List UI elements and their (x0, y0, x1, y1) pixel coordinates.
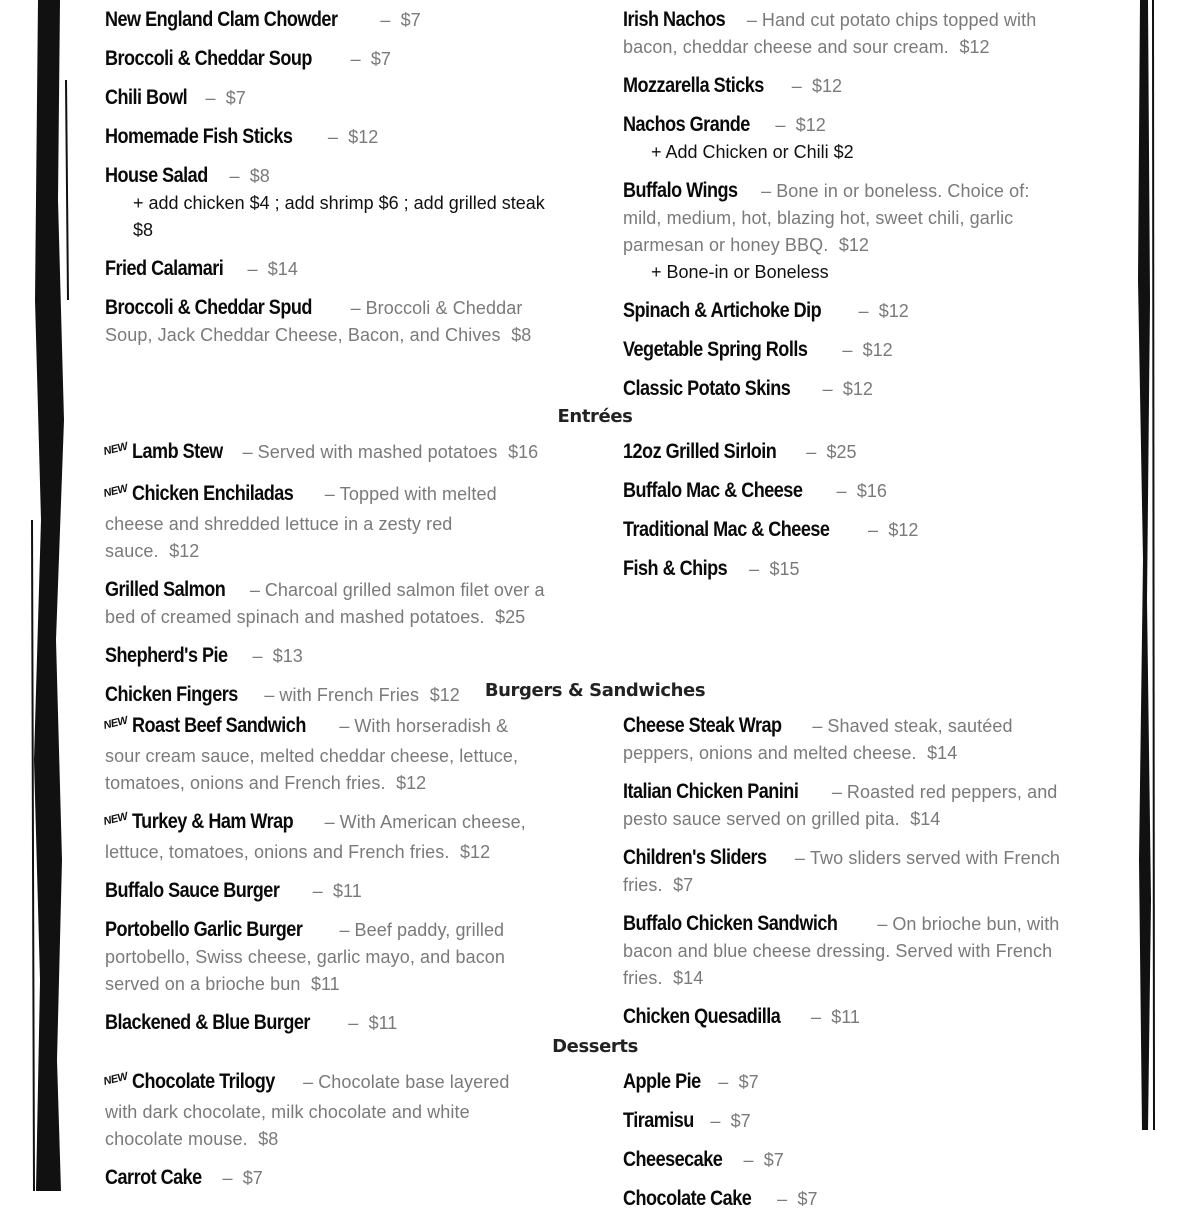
menu-item (623, 72, 1063, 100)
menu-item (623, 438, 1063, 466)
menu-item-description: Served with mashed potatoes (257, 442, 498, 462)
menu-item (623, 375, 1063, 403)
menu-item-description: Topped with melted cheese and shredded lettuce in a zesty red sauce. (105, 484, 497, 561)
menu-item-name: New England Clam Chowder (105, 8, 338, 31)
menu-item-price: $25 (826, 442, 857, 462)
menu-item-price: $16 (508, 442, 539, 462)
menu-item (623, 910, 1063, 992)
burgers-heading: Burgers & Sandwiches (484, 680, 706, 701)
menu-item-description: Broccoli & Cheddar Soup, Jack Cheddar Cheese, Bacon, and Chives (105, 298, 523, 345)
desserts-column-left (102, 1068, 545, 1203)
menu-item-name: Roast Beef Sandwich (132, 714, 307, 737)
menu-item-name: Vegetable Spring Rolls (623, 338, 808, 361)
menu-item-name: Broccoli & Cheddar Spud (105, 296, 312, 319)
menu-item-name: Mozzarella Sticks (623, 74, 764, 97)
separator-dash: – (247, 646, 268, 666)
menu-item (105, 255, 545, 283)
menu-item-name: Fried Calamari (105, 257, 224, 280)
menu-item (105, 1164, 545, 1192)
separator-dash: – (817, 379, 838, 399)
menu-item (623, 6, 1063, 61)
menu-item (623, 177, 1063, 286)
new-badge: NEW (102, 810, 129, 828)
menu-item-name: 12oz Grilled Sirloin (623, 440, 777, 463)
new-badge: NEW (102, 440, 129, 458)
separator-dash: – (343, 1013, 364, 1033)
menu-item-price: $12 (959, 37, 990, 57)
menu-item-name: Italian Chicken Panini (623, 780, 799, 803)
separator-dash: – (826, 782, 847, 802)
menu-item-description: Roasted red peppers, and pesto sauce served on grilled pita. (623, 782, 1058, 829)
menu-item-description: With horseradish & sour cream sauce, melted cheddar cheese, lettuce, tomatoes, onions and French fries. (105, 716, 519, 793)
menu-item-price: $11 (333, 881, 362, 901)
menu-item-name: Turkey & Ham Wrap (132, 810, 294, 833)
menu-item (102, 712, 545, 797)
menu-item-price: $12 (862, 340, 893, 360)
menu-item-name: Buffalo Mac & Cheese (623, 479, 803, 502)
menu-item-price: $14 (927, 743, 958, 763)
apps-column-right (623, 6, 1063, 414)
menu-item-name: Blackened & Blue Burger (105, 1011, 310, 1034)
menu-item (105, 642, 545, 670)
menu-item (105, 1009, 545, 1037)
menu-item-description: Two sliders served with French fries. (623, 848, 1061, 895)
menu-item-price: $12 (169, 541, 200, 561)
menu-item-name: Classic Potato Skins (623, 377, 791, 400)
menu-item-name: Shepherd's Pie (105, 644, 228, 667)
menu-item-name: Irish Nachos (623, 8, 726, 31)
menu-item-price: $12 (460, 842, 491, 862)
separator-dash: – (322, 127, 343, 147)
separator-dash: – (756, 181, 777, 201)
separator-dash: – (224, 166, 245, 186)
menu-item (623, 1068, 1063, 1096)
desserts-column-right (623, 1068, 1063, 1224)
menu-item-price: $7 (763, 1150, 784, 1170)
new-badge: NEW (102, 482, 129, 500)
separator-dash: – (744, 559, 765, 579)
new-badge: NEW (102, 1070, 129, 1088)
menu-item-name: Homemade Fish Sticks (105, 125, 293, 148)
menu-item (623, 516, 1063, 544)
menu-item-addon: + add chicken $4 ; add shrimp $6 ; add grilled steak $8 (133, 193, 545, 240)
menu-item (105, 45, 545, 73)
menu-item (623, 1003, 1063, 1031)
menu-item (623, 111, 1063, 166)
menu-item-name: Chicken Enchiladas (132, 482, 294, 505)
menu-item-price: $15 (769, 559, 800, 579)
menu-item (623, 1185, 1063, 1213)
menu-item-price: $12 (396, 773, 427, 793)
entrees-heading: Entrées (557, 406, 633, 427)
menu-item-description: Shaved steak, sautéed peppers, onions and melted cheese. (623, 716, 1013, 763)
menu-item (623, 844, 1063, 899)
separator-dash: – (345, 49, 366, 69)
menu-item-name: Carrot Cake (105, 1166, 202, 1189)
menu-item-price: $7 (797, 1189, 818, 1209)
menu-item-price: $8 (249, 166, 270, 186)
menu-item-name: Apple Pie (623, 1070, 701, 1093)
menu-item-price: $12 (348, 127, 379, 147)
menu-item-price: $11 (368, 1013, 398, 1033)
menu-item-description: Bone in or boneless. Choice of: mild, medium, hot, blazing hot, sweet chili, garlic parmesan or honey BBQ. (623, 181, 1030, 255)
menu-item (623, 712, 1063, 767)
menu-item-name: Children's Sliders (623, 846, 767, 869)
separator-dash: – (741, 10, 762, 30)
menu-item-price: $7 (738, 1072, 759, 1092)
menu-item-description: Beef paddy, grilled portobello, Swiss cheese, garlic mayo, and bacon served on a brioche bun (105, 920, 506, 994)
separator-dash: – (345, 298, 366, 318)
menu-item-name: Traditional Mac & Cheese (623, 518, 830, 541)
separator-dash: – (334, 716, 355, 736)
menu-item-name: Broccoli & Cheddar Soup (105, 47, 312, 70)
menu-item-name: Portobello Garlic Burger (105, 918, 303, 941)
menu-item-price: $12 (812, 76, 843, 96)
separator-dash: – (831, 481, 852, 501)
menu-item-price: $12 (838, 235, 869, 255)
menu-item-price: $12 (878, 301, 909, 321)
separator-dash: – (319, 812, 340, 832)
separator-dash: – (242, 259, 263, 279)
separator-dash: – (805, 1007, 826, 1027)
menu-item-price: $12 (842, 379, 873, 399)
separator-dash: – (237, 442, 258, 462)
separator-dash: – (298, 1072, 319, 1092)
menu-item-name: Fish & Chips (623, 557, 728, 580)
menu-item-description: On brioche bun, with bacon and blue cheese dressing. Served with French fries. (623, 914, 1060, 988)
menu-item-name: House Salad (105, 164, 208, 187)
menu-item-price: $7 (730, 1111, 751, 1131)
menu-item-name: Chocolate Trilogy (132, 1070, 275, 1093)
separator-dash: – (259, 685, 280, 705)
entrees-column-left (102, 438, 545, 720)
separator-dash: – (713, 1072, 734, 1092)
menu-item-name: Cheesecake (623, 1148, 723, 1171)
menu-item (105, 6, 545, 34)
menu-item (105, 123, 545, 151)
separator-dash: – (770, 115, 791, 135)
menu-item-name: Grilled Salmon (105, 578, 226, 601)
menu-item-price: $14 (910, 809, 941, 829)
menu-item-description: Hand cut potato chips topped with bacon, cheddar cheese and sour cream. (623, 10, 1037, 57)
separator-dash: – (807, 716, 828, 736)
separator-dash: – (705, 1111, 726, 1131)
menu-item-price: $16 (856, 481, 887, 501)
menu-item-name: Cheese Steak Wrap (623, 714, 782, 737)
menu-item-name: Chicken Quesadilla (623, 1005, 781, 1028)
new-badge: NEW (102, 714, 129, 732)
separator-dash: – (334, 920, 355, 940)
menu-item-price: $7 (225, 88, 246, 108)
menu-item-price: $7 (242, 1168, 263, 1188)
menu-item-price: $11 (311, 974, 340, 994)
separator-dash: – (786, 76, 807, 96)
menu-item (623, 1146, 1063, 1174)
menu-item-price: $8 (258, 1129, 279, 1149)
menu-item-name: Buffalo Chicken Sandwich (623, 912, 838, 935)
menu-item-price: $14 (267, 259, 298, 279)
menu-item-price: $7 (370, 49, 391, 69)
menu-item-description: Charcoal grilled salmon filet over a bed of creamed spinach and mashed potatoes. (105, 580, 545, 627)
menu-item (105, 576, 545, 631)
menu-item-price: $8 (511, 325, 532, 345)
menu-item-price: $7 (673, 875, 694, 895)
menu-item-price: $7 (400, 10, 421, 30)
menu-item-description: with French Fries (279, 685, 420, 705)
entrees-column-right (623, 438, 1063, 594)
menu-item (623, 778, 1063, 833)
menu-item-addon: + Add Chicken or Chili $2 (651, 142, 854, 162)
menu-item-price: $12 (429, 685, 460, 705)
menu-item-addon: + Bone-in or Boneless (651, 262, 829, 282)
separator-dash: – (217, 1168, 238, 1188)
menu-item-name: Lamb Stew (132, 440, 223, 463)
desserts-heading: Desserts (552, 1036, 638, 1057)
menu-item (105, 877, 545, 905)
menu-item-price: $11 (831, 1007, 860, 1027)
separator-dash: – (375, 10, 396, 30)
menu-item-name: Tiramisu (623, 1109, 694, 1132)
separator-dash: – (244, 580, 265, 600)
menu-item-description: Chocolate base layered with dark chocolate, milk chocolate and white chocolate mouse. (105, 1072, 510, 1149)
menu-item-price: $13 (272, 646, 303, 666)
menu-item (623, 1107, 1063, 1135)
soups-column-left (105, 6, 545, 360)
separator-dash: – (801, 442, 822, 462)
menu-item-price: $12 (888, 520, 919, 540)
menu-item (623, 336, 1063, 364)
burgers-column-left (102, 712, 545, 1048)
menu-item (623, 555, 1063, 583)
menu-item (102, 808, 545, 866)
separator-dash: – (863, 520, 884, 540)
menu-item-price: $14 (673, 968, 704, 988)
separator-dash: – (853, 301, 874, 321)
separator-dash: – (872, 914, 893, 934)
menu-item-price: $12 (795, 115, 826, 135)
burgers-column-right (623, 712, 1063, 1042)
menu-item-price: $25 (495, 607, 526, 627)
menu-item (623, 297, 1063, 325)
separator-dash: – (307, 881, 328, 901)
menu-item-name: Spinach & Artichoke Dip (623, 299, 822, 322)
menu-item (105, 162, 545, 244)
menu-item (105, 916, 545, 998)
menu-item-name: Buffalo Wings (623, 179, 738, 202)
separator-dash: – (789, 848, 810, 868)
menu-item (105, 294, 545, 349)
menu-item (102, 1068, 545, 1153)
separator-dash: – (319, 484, 340, 504)
separator-dash: – (200, 88, 221, 108)
menu-item-description: With American cheese, lettuce, tomatoes, onions and French fries. (105, 812, 526, 862)
menu-item (102, 438, 545, 469)
menu-item-name: Buffalo Sauce Burger (105, 879, 280, 902)
menu-item (623, 477, 1063, 505)
menu-item (102, 480, 545, 565)
separator-dash: – (738, 1150, 759, 1170)
menu-item-name: Chocolate Cake (623, 1187, 752, 1210)
menu-item-name: Chili Bowl (105, 86, 188, 109)
menu-item (105, 84, 545, 112)
menu-item-name: Nachos Grande (623, 113, 750, 136)
left-brush-border (30, 0, 70, 1191)
right-brush-border (1136, 0, 1156, 1191)
menu-item-name: Chicken Fingers (105, 683, 238, 706)
separator-dash: – (837, 340, 858, 360)
separator-dash: – (772, 1189, 793, 1209)
